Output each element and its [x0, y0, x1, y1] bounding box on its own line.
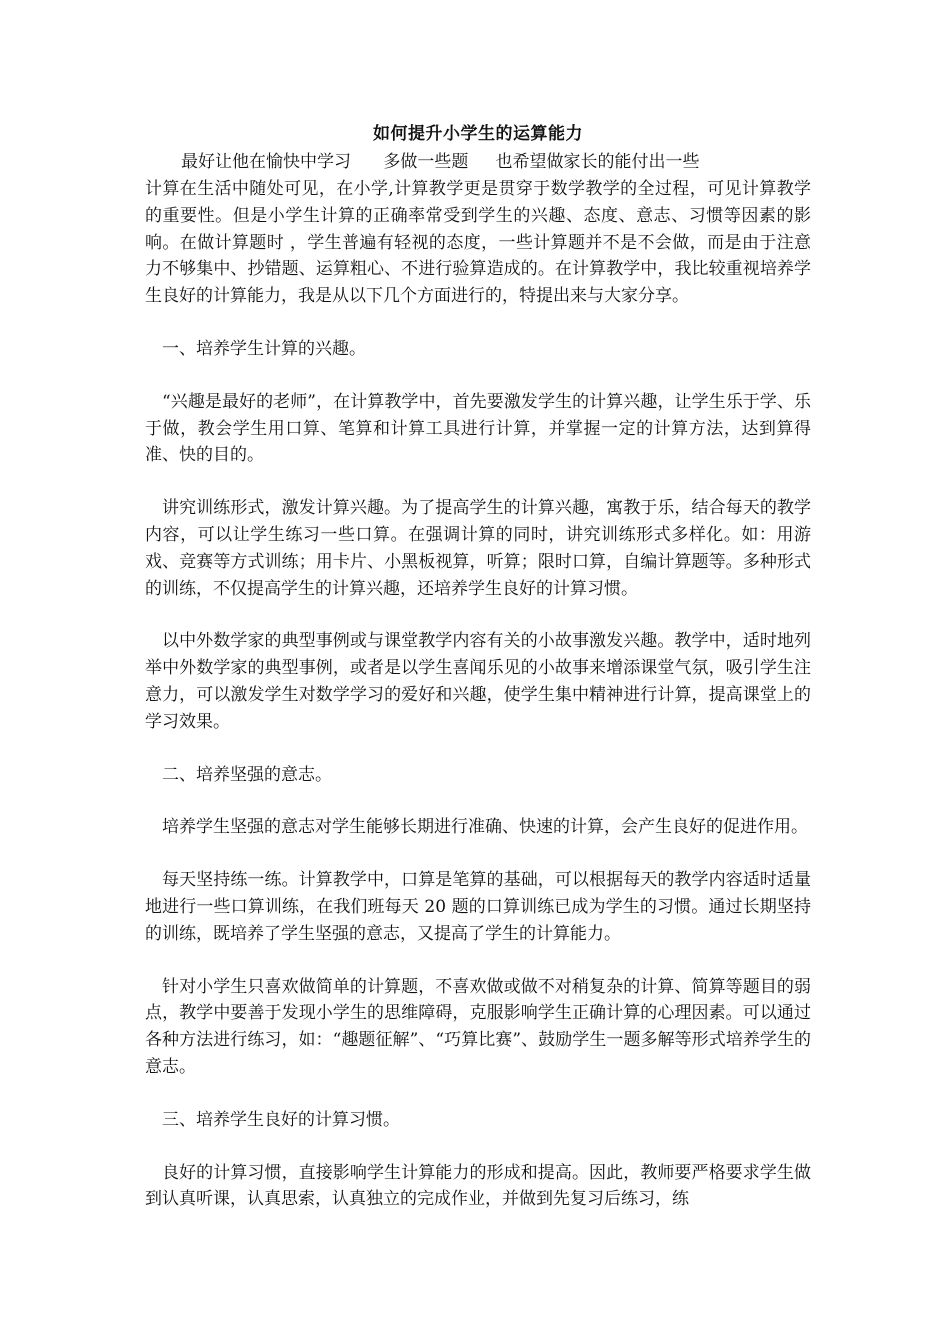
spacer	[145, 469, 811, 495]
spacer	[145, 1134, 811, 1160]
spacer	[145, 948, 811, 974]
paragraph: 培养学生坚强的意志对学生能够长期进行准确、快速的计算，会产生良好的促进作用。	[162, 817, 808, 838]
paragraph: “兴趣是最好的老师”，在计算教学中，首先要激发学生的计算兴趣，让学生乐于学、乐于做，教会学生用口算、笔算和计算工具进行计算，并掌握一定的计算方法，达到算得准、快的目的。	[145, 391, 811, 466]
paragraph: 讲究训练形式，激发计算兴趣。为了提高学生的计算兴趣，寓教于乐，结合每天的教学内容，可以让学生练习一些口算。在强调计算的同时，讲究训练形式多样化。如：用游戏、竞赛等方式训练；用卡片、小黑板视算，听算；限时口算，自编计算题等。多种形式的训练，不仅提高学生的计算兴趣，还培养学生良好的计算习惯。	[145, 498, 811, 599]
spacer	[145, 602, 811, 628]
spacer	[145, 363, 811, 389]
intro-paragraph: 计算在生活中随处可见，在小学,计算教学更是贯穿于数学教学的全过程，可见计算教学的重要性。但是小学生计算的正确率常受到学生的兴趣、态度、意志、习惯等因素的影响。在做计算题时 ，学生普遍有轻视的态度，一些计算题并不是不会做，而是由于注意力不够集中、抄错题、运算粗心、不进行验算造成的。在计算教学中，我比较重视培养学生良好的计算能力，我是从以下几个方面进行的，特提出来与大家分享。	[145, 179, 811, 307]
spacer	[145, 310, 811, 336]
spacer	[145, 1081, 811, 1107]
paragraph: 每天坚持练一练。计算教学中，口算是笔算的基础，可以根据每天的教学内容适时适量地进行一些口算训练，在我们班每天 20 题的口算训练已成为学生的习惯。通过长期坚持的训练，既培养了学生坚强的意志，又提高了学生的计算能力。	[145, 870, 811, 944]
document-subtitle: 最好让他在愉快中学习 多做一些题 也希望做家长的能付出一些	[181, 152, 700, 172]
paragraph: 针对小学生只喜欢做简单的计算题，不喜欢做或做不对稍复杂的计算、简算等题目的弱点，教学中要善于发现小学生的思维障碍，克服影响学生正确计算的心理因素。可以通过各种方法进行练习，如：“趣题征解”、“巧算比赛”、鼓励学生一题多解等形式培养学生的意志。	[145, 976, 811, 1077]
paragraph: 以中外数学家的典型事例或与课堂教学内容有关的小故事激发兴趣。教学中，适时地列举中外数学家的典型事例，或者是以学生喜闻乐见的小故事来增添课堂气氛，吸引学生注意力，可以激发学生对数学学习的爱好和兴趣，使学生集中精神进行计算，提高课堂上的学习效果。	[145, 631, 811, 732]
paragraph: 良好的计算习惯，直接影响学生计算能力的形成和提高。因此，教师要严格要求学生做到认真听课，认真思索，认真独立的完成作业，并做到先复习后练习，练	[145, 1162, 811, 1210]
section-heading: 三、培养学生良好的计算习惯。	[162, 1109, 400, 1130]
document-title: 如何提升小学生的运算能力	[373, 124, 583, 144]
spacer	[145, 788, 811, 814]
document-body	[145, 122, 811, 1213]
section-heading: 一、培养学生计算的兴趣。	[162, 338, 366, 359]
section-heading: 二、培养坚强的意志。	[162, 764, 332, 785]
spacer	[145, 841, 811, 867]
spacer	[145, 736, 811, 762]
